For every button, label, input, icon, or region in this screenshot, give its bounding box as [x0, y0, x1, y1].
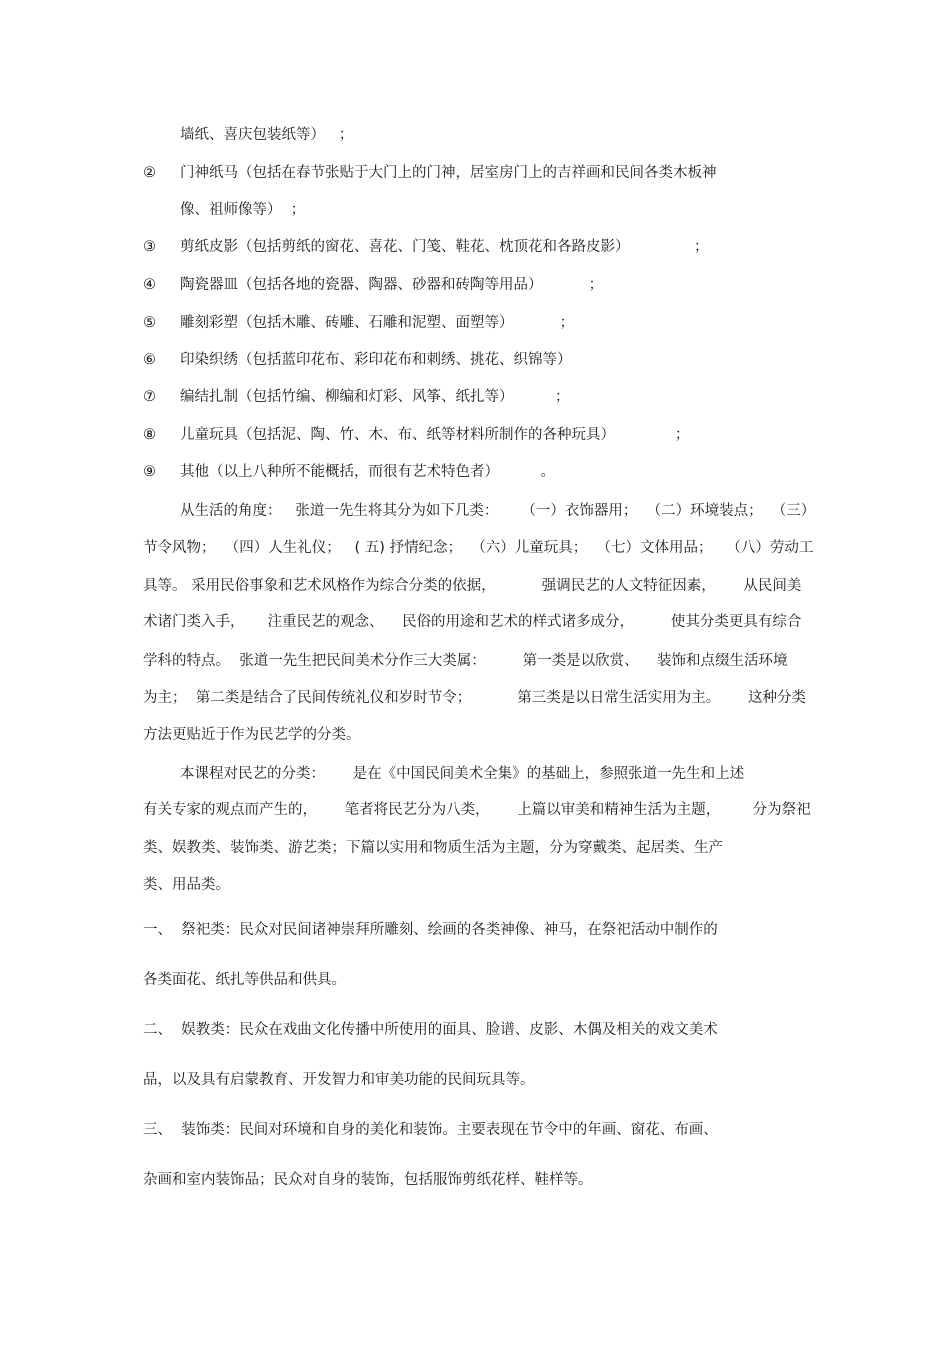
item-number: ⑦ [143, 389, 156, 405]
paragraph-line: 术诸门类入手， 注重民艺的观念、 民俗的用途和艺术的样式诸多成分， 使其分类更具有综合 [143, 614, 802, 630]
category-line: 三、 装饰类：民间对环境和自身的美化和装饰。主要表现在节令中的年画、窗花、布画、 [143, 1122, 718, 1138]
item-text: 门神纸马（包括在春节张贴于大门上的门神，居室房门上的吉祥画和民间各类木板神 [180, 165, 717, 181]
item-number: ⑤ [143, 315, 156, 331]
item-text: 儿童玩具（包括泥、陶、竹、木、布、纸等材料所制作的各种玩具） ； [180, 427, 690, 443]
item-text-continued: 像、祖师像等） ； [180, 202, 306, 218]
item-text: 编结扎制（包括竹编、柳编和灯彩、风筝、纸扎等） ； [180, 389, 570, 405]
item-text: 其他（以上八种所不能概括，而很有艺术特色者） 。 [180, 464, 555, 480]
item-number: ② [143, 165, 156, 181]
paragraph-line: 具等。 采用民俗事象和艺术风格作为综合分类的依据， 强调民艺的人文特征因素， 从民间美 [143, 578, 802, 594]
category-line: 一、 祭祀类：民众对民间诸神崇拜所雕刻、绘画的各类神像、神马，在祭祀活动中制作的 [143, 922, 718, 938]
paragraph-line: 节令风物； （四）人生礼仪； ( 五) 抒情纪念； （六）儿童玩具； （七）文体用品； （八）劳动工 [143, 540, 814, 556]
item-text: 陶瓷器皿（包括各地的瓷器、陶器、砂器和砖陶等用品） ； [180, 277, 604, 293]
category-line: 二、 娱教类：民众在戏曲文化传播中所使用的面具、脸谱、皮影、木偶及相关的戏文美术 [143, 1022, 718, 1038]
item-number: ⑨ [143, 464, 156, 480]
paragraph-line: 本课程对民艺的分类： 是在《中国民间美术全集》的基础上，参照张道一先生和上述 [180, 766, 745, 782]
paragraph-line: 类、用品类。 [143, 877, 230, 893]
list-continuation: 墙纸、喜庆包装纸等） ； [180, 127, 354, 143]
item-number: ④ [143, 277, 156, 293]
item-text: 雕刻彩塑（包括木雕、砖雕、石雕和泥塑、面塑等） ； [180, 315, 575, 331]
category-line: 杂画和室内装饰品；民众对自身的装饰，包括服饰剪纸花样、鞋样等。 [143, 1172, 593, 1188]
paragraph-line: 从生活的角度： 张道一先生将其分为如下几类： （一）衣饰器用； （二）环境装点； （三） [180, 503, 816, 519]
item-number: ③ [143, 239, 156, 255]
paragraph-line: 方法更贴近于作为民艺学的分类。 [143, 727, 361, 743]
item-number: ⑥ [143, 352, 156, 368]
category-line: 各类面花、纸扎等供品和供具。 [143, 972, 346, 988]
paragraph-line: 有关专家的观点而产生的， 笔者将民艺分为八类， 上篇以审美和精神生活为主题， 分为祭祀 [143, 802, 811, 818]
paragraph-line: 学科的特点。 张道一先生把民间美术分作三大类属： 第一类是以欣赏、 装饰和点缀生活环境 [143, 653, 788, 669]
category-line: 品，以及具有启蒙教育、开发智力和审美功能的民间玩具等。 [143, 1072, 535, 1088]
paragraph-line: 为主； 第二类是结合了民间传统礼仪和岁时节令； 第三类是以日常生活实用为主。 这种分类 [143, 690, 806, 706]
paragraph-line: 类、娱教类、装饰类、游艺类；下篇以实用和物质生活为主题，分为穿戴类、起居类、生产 [143, 840, 723, 856]
item-text: 印染织绣（包括蓝印花布、彩印花布和刺绣、挑花、织锦等） [180, 352, 572, 368]
item-text: 剪纸皮影（包括剪纸的窗花、喜花、门笺、鞋花、枕顶花和各路皮影） ； [180, 239, 709, 255]
item-number: ⑧ [143, 427, 156, 443]
